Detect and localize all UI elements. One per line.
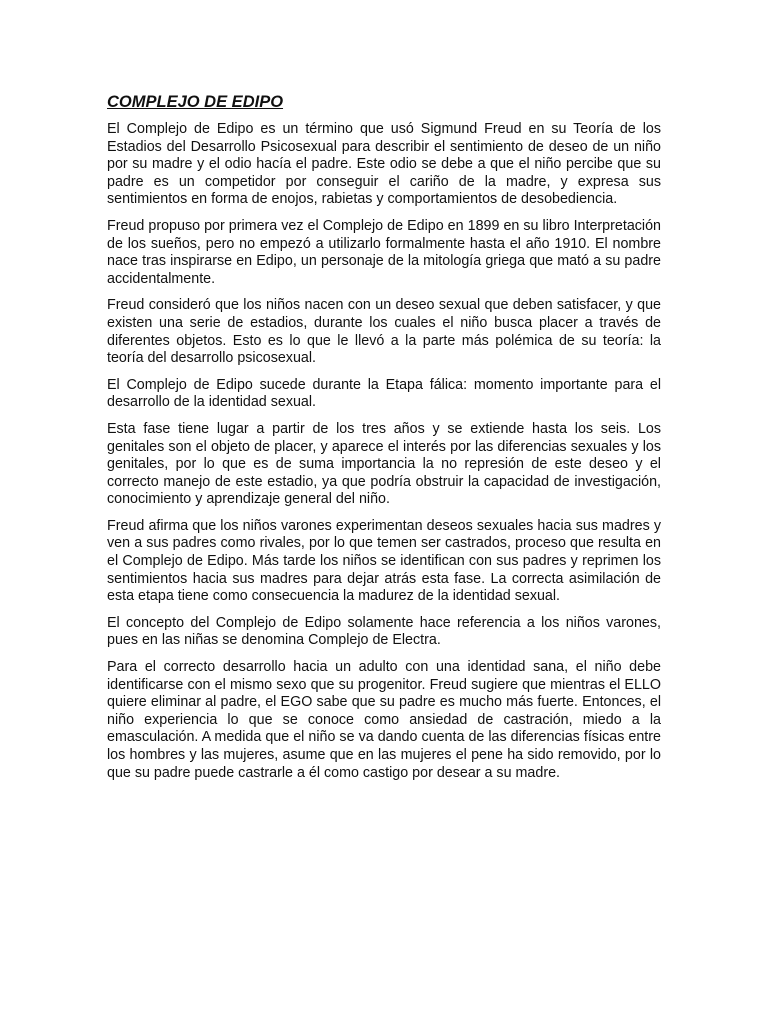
- document-page: [107, 92, 661, 791]
- paragraph-7: El concepto del Complejo de Edipo solamente hace referencia a los niños varones, pues en las niñas se denomina Complejo de Electra.: [107, 614, 661, 649]
- paragraph-8: Para el correcto desarrollo hacia un adulto con una identidad sana, el niño debe identificarse con el mismo sexo que su progenitor. Freud sugiere que mientras el ELLO quiere eliminar al padre, el EGO sabe que su padre es mucho más fuerte. Entonces, el niño experiencia lo que se conoce como ansiedad de castración, miedo a la emasculación. A medida que el niño se va dando cuenta de las diferencias físicas entre los hombres y las mujeres, asume que en las mujeres el pene ha sido removido, por lo que su padre puede castrarle a él como castigo por desear a su madre.: [107, 659, 661, 781]
- paragraph-6: Freud afirma que los niños varones experimentan deseos sexuales hacia sus madres y ven a sus padres como rivales, por lo que temen ser castrados, proceso que resulta en el Complejo de Edipo. Más tarde los niños se identifican con sus padres y reprimen los sentimientos hacia sus madres para dejar atrás esta fase. La correcta asimilación de esta etapa tiene como consecuencia la madurez de la identidad sexual.: [107, 517, 661, 605]
- document-title: COMPLEJO DE EDIPO: [107, 93, 284, 111]
- paragraph-2: Freud propuso por primera vez el Complejo de Edipo en 1899 en su libro Interpretación de los sueños, pero no empezó a utilizarlo formalmente hasta el año 1910. El nombre nace tras inspirarse en Edipo, un personaje de la mitología griega que mató a su padre accidentalmente.: [107, 217, 661, 287]
- paragraph-1: El Complejo de Edipo es un término que usó Sigmund Freud en su Teoría de los Estadios del Desarrollo Psicosexual para describir el sentimiento de deseo de un niño por su madre y el odio hacía el padre. Este odio se debe a que el niño percibe que su padre es un competidor por conseguir el cariño de la madre, y expresa sus sentimientos en forma de enojos, rabietas y comportamientos de desobediencia.: [107, 121, 661, 208]
- paragraph-4: El Complejo de Edipo sucede durante la Etapa fálica: momento importante para el desarrollo de la identidad sexual.: [107, 376, 661, 411]
- paragraph-5: Esta fase tiene lugar a partir de los tres años y se extiende hasta los seis. Los genitales son el objeto de placer, y aparece el interés por las diferencias sexuales y los genitales, por lo que es de suma importancia la no represión de este deseo y el correcto manejo de este estadio, ya que podría obstruir la capacidad de investigación, conocimiento y aprendizaje general del niño.: [107, 420, 661, 508]
- paragraph-3: Freud consideró que los niños nacen con un deseo sexual que deben satisfacer, y que existen una serie de estadios, durante los cuales el niño busca placer a través de diferentes objetos. Esto es lo que le llevó a la parte más polémica de su teoría: la teoría del desarrollo psicosexual.: [107, 297, 661, 367]
